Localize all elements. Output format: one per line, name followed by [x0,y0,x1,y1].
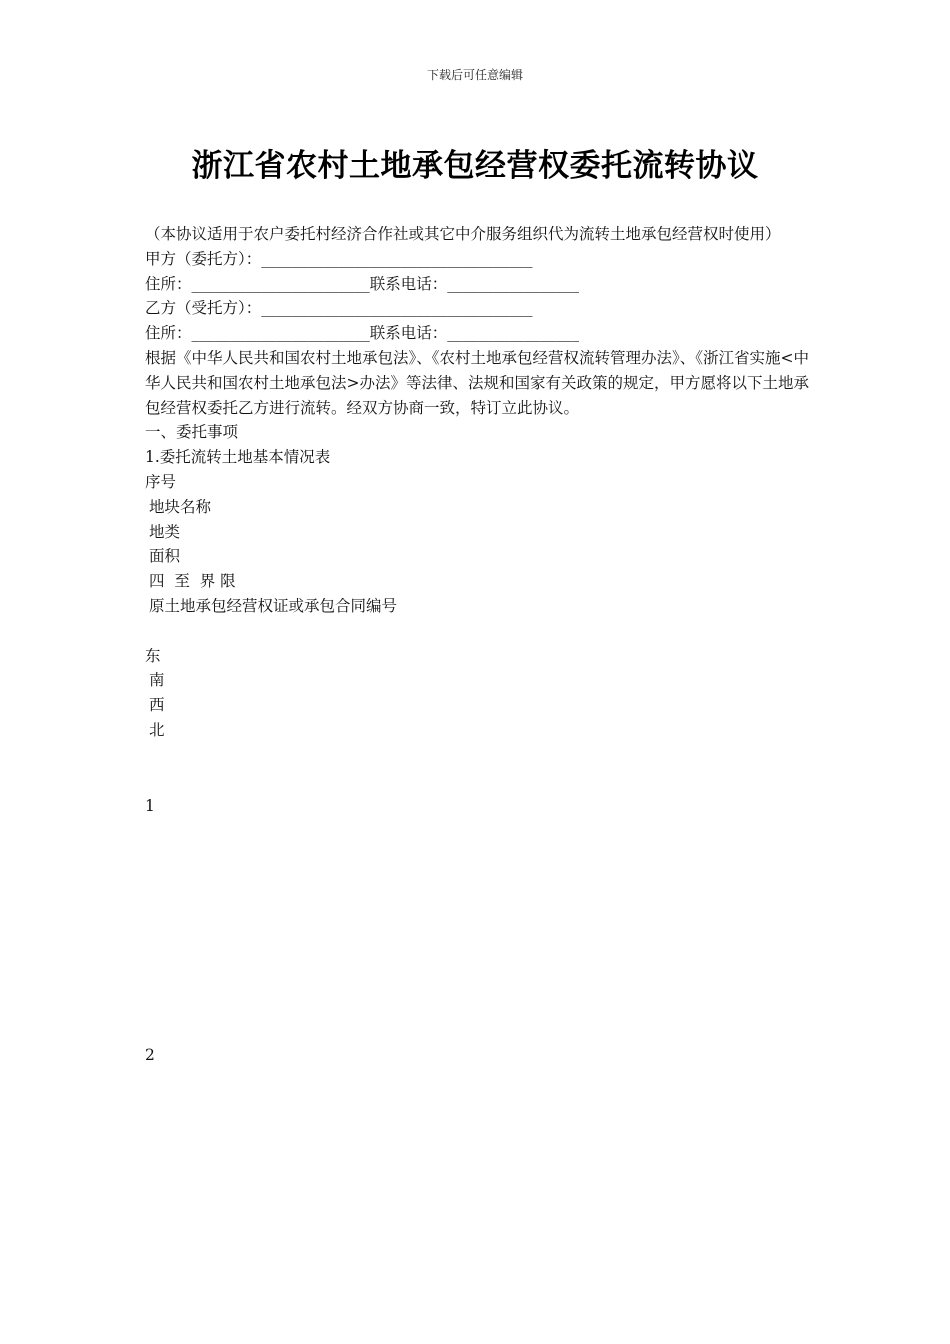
party-b-line: 乙方（受托方）：___________________________________ [145,299,533,318]
party-a-line: 甲方（委托方）：___________________________________ [145,249,533,268]
table-row-number-2: 2 [145,1046,155,1064]
table-header-boundaries: 四 至 界 限 [149,572,236,591]
party-a-address-line: 住所：_______________________联系电话：_________________ [145,274,580,293]
table-header-cert-no: 原土地承包经营权证或承包合同编号 [149,596,398,615]
table-row-number-1: 1 [145,797,155,815]
party-b-address-line: 住所：_______________________联系电话：_________________ [145,324,580,343]
spacer [145,619,810,644]
basis-paragraph: 根据《中华人民共和国农村土地承包法》、《农村土地承包经营权流转管理办法》、《浙江省实施<中华人民共和国农村土地承包法>办法》等法律、法规和国家有关政策的规定，甲方愿将以下土地承包经营权委托乙方进行流转。经双方协商一致，特订立此协议。 [145,348,809,417]
document-body [145,222,810,743]
direction-north: 北 [149,720,165,739]
table-header-parcel-name: 地块名称 [149,497,212,516]
table-header-seq: 序号 [145,472,177,491]
section-heading: 一、委托事项 [145,423,239,442]
header-note: 下载后可任意编辑 [426,68,523,82]
subsection-heading: 1.委托流转土地基本情况表 [145,448,331,467]
direction-south: 南 [149,671,165,690]
document-title: 浙江省农村土地承包经营权委托流转协议 [191,148,759,184]
table-header-land-type: 地类 [149,522,181,541]
direction-east: 东 [145,646,161,665]
intro-note: （本协议适用于农户委托村经济合作社或其它中介服务组织代为流转土地承包经营权时使用） [145,225,781,243]
table-header-area: 面积 [149,547,181,566]
direction-west: 西 [149,696,165,715]
